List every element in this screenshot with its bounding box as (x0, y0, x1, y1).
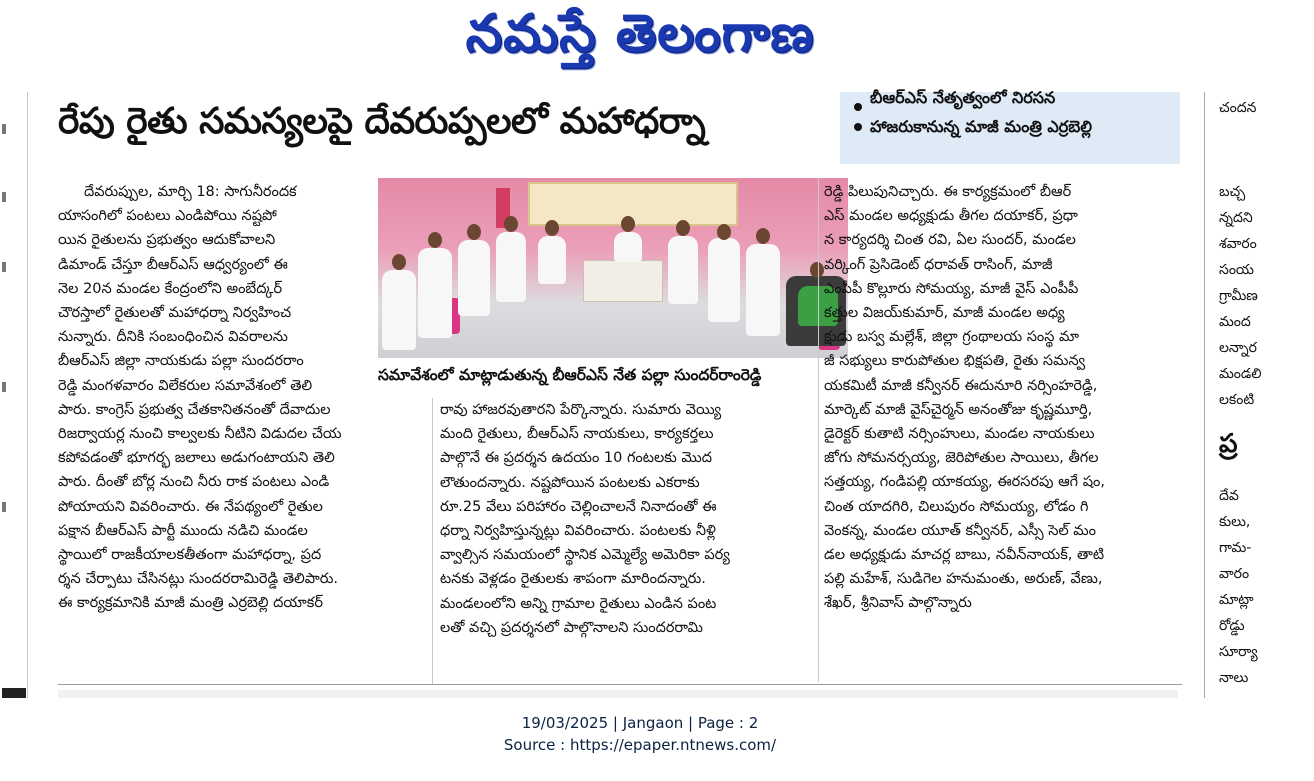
text-line: పాల్గొనే ఈ ప్రదర్శన ఉదయం 10 గంటలకు మొద (440, 450, 713, 467)
article-clip (28, 88, 1262, 698)
text-line: పారు. దీంతో బోర్ల నుంచి నీరు రాక పంటలు ఎండి (58, 474, 330, 491)
text-line: చౌరస్తాలో రైతులతో మహాధర్నా నిర్వహించ (58, 305, 292, 322)
highlight-box (840, 88, 1180, 164)
text-line: పక్షాన బీఆర్ఎస్ పార్టీ ముందు నడిచి మండల (58, 522, 308, 539)
text-line: పల్లి మహేశ్, సుడిగెల హనుమంతు, అరుణ్, వేణు, (824, 571, 1103, 588)
text-fragment: రోడ్డు (1219, 618, 1245, 634)
text-fragment: న్నదని (1219, 210, 1253, 226)
text-fragment: ప్ర (1219, 429, 1238, 459)
text-line: డల అధ్యక్షుడు మాచర్ల బాబు, నవీన్‌నాయక్, తాటి (824, 547, 1105, 564)
text-line: వర్కింగ్ ప్రెసిడెంట్ ధరావత్ రాసింగ్, మాజీ (824, 256, 1053, 273)
text-line: యకమిటీ మాజీ కన్వీనర్ ఈదునూరి నర్సింహరెడ్డి, (824, 377, 1098, 394)
photo-caption: సమావేశంలో మాట్లాడుతున్న బీఆర్ఎస్ నేత పల్లా సుందర్‌రాంరెడ్డి (378, 366, 762, 384)
text-line: న కార్యదర్శి చింత రవి, ఏల సుందర్, మండల (824, 232, 1076, 249)
text-fragment: లకంటి (1219, 392, 1255, 408)
text-line: ఈ కార్యక్రమానికి మాజీ మంత్రి ఎర్రబెల్లి దయాకర్ (58, 595, 323, 612)
text-line: డిమాండ్ చేస్తూ బీఆర్ఎస్ ఆధ్వర్యంలో ఈ (58, 256, 288, 273)
text-line: మండలంలోని అన్ని గ్రామాల రైతులు ఎండిన పంట (440, 595, 717, 612)
text-fragment: లన్నార (1219, 340, 1257, 356)
text-line: లౌతుందన్నారు. నష్టపోయిన పంటలకు ఎకరాకు (440, 474, 700, 491)
text-line: దేవరుప్పుల, మార్చి 18: సాగునీరందక (84, 184, 297, 200)
source-link[interactable]: Source : https://epaper.ntnews.com/ (503, 736, 777, 754)
text-line: మంది రైతులు, బీఆర్ఎస్ నాయకులు, కార్యకర్తలు (440, 426, 714, 443)
text-fragment: శవారం (1219, 236, 1257, 252)
article-column-3 (824, 180, 1184, 616)
text-line: డైరెక్టర్ కుతాటి నర్సింహులు, మండల నాయకులు (824, 426, 1095, 443)
epaper-footer (0, 712, 1280, 756)
text-line: రూ.25 వేలు పరిహారం చెల్లించాలనే నినాదంతో ఈ (440, 498, 717, 515)
text-fragment: మండలి (1219, 366, 1262, 382)
text-fragment: మాట్లా (1219, 592, 1254, 608)
text-line: ధర్నా నిర్వహిస్తున్నట్లు వివరించారు. పంటలకు నీళ్లి (440, 523, 716, 540)
text-fragment: గ్రామీణ (1219, 288, 1258, 304)
text-line: రావు హాజరవుతారని పేర్కొన్నారు. సుమారు వెయ్యి (440, 402, 722, 418)
highlight-bullet: హాజరుకానున్న మాజీ మంత్రి ఎర్రబెల్లి (852, 112, 1168, 142)
text-fragment: వారం (1219, 566, 1250, 582)
text-line: స్థాయిలో రాజకీయాలకతీతంగా మహాధర్నా, ప్రద (58, 547, 322, 564)
text-line: లతో వచ్చి ప్రదర్శనలో పాల్గొనాలని సుందరరామి (440, 619, 703, 636)
text-fragment: సూర్యా (1219, 644, 1258, 660)
masthead (0, 0, 1280, 88)
text-line: వ్వాల్సిన సమయంలో స్థానిక ఎమ్మెల్యే అమెరికా పర్య (440, 547, 730, 564)
headline: రేపు రైతు సమస్యలపై దేవరుప్పలలో మహాధర్నా (58, 101, 706, 142)
article-column-2 (440, 398, 814, 640)
text-fragment: కులు, (1219, 514, 1251, 530)
text-line: సత్తయ్య, గండిపల్లి యాకయ్య, ఈరసరపు ఆగే షం, (824, 474, 1106, 491)
text-line: యిన రైతులను ప్రభుత్వం ఆదుకోవాలని (58, 232, 276, 249)
news-photo (378, 178, 848, 358)
text-line: ఎస్ మండల అధ్యక్షుడు తీగల దయాకర్, ప్రధా (824, 208, 1078, 225)
text-line: ర్శన చేర్పాటు చేసినట్లు సుందరరామిరెడ్డి తెలిపారు. (58, 571, 338, 588)
edition-info: 19/03/2025 | Jangaon | Page : 2 (521, 714, 759, 732)
text-fragment: మంద (1219, 314, 1251, 330)
text-line: జోగు సోమనర్సయ్య, జెరిపోతుల సాయిలు, తీగల (824, 450, 1099, 467)
left-margin (0, 92, 28, 698)
text-line: వెంకన్న, మండల యూత్ కన్వీనర్, ఎస్సీ సెల్ మం (824, 522, 1096, 539)
text-line: రెడ్డి మంగళవారం విలేకరుల సమావేశంలో తెలి (58, 377, 313, 394)
text-fragment: దేవ (1219, 488, 1239, 504)
adjacent-article-fragment (1204, 92, 1314, 698)
text-line: క్షుడు బస్వ మల్లేశ్, జిల్లా గ్రంథాలయ సంస్థ మా (824, 329, 1080, 346)
highlight-bullet: బీఆర్ఎస్ నేతృత్వంలో నిరసన (852, 92, 1168, 112)
text-line: టనకు వెళ్లడం రైతులకు శాపంగా మారిందన్నారు. (440, 571, 706, 588)
text-line: బీఆర్ఎస్ జిల్లా నాయకుడు పల్లా సుందరరాం (58, 353, 304, 370)
text-line: కపోవడంతో భూగర్భ జలాలు అడుగంటాయని తెలి (58, 450, 335, 467)
text-line: యాసంగిలో పంటలు ఎండిపోయి నష్టపో (58, 208, 277, 225)
meeting-table (583, 260, 663, 302)
text-line: నెల 20న మండల కేంద్రంలోని అంబేద్కర్ (58, 280, 283, 297)
text-line: శేఖర్, శ్రీనివాస్ పాల్గొన్నారు (824, 595, 972, 612)
bottom-rule (58, 684, 1182, 685)
newspaper-logo: నమస్తే తెలంగాణ (465, 4, 815, 64)
text-line: మార్కెట్ మాజీ వైస్‌చైర్మన్ అనంతోజు కృష్ణమూర్తి, (824, 401, 1093, 418)
text-line: పారు. కాంగ్రెస్ ప్రభుత్వ చేతకానితనంతో దేవాదుల (58, 401, 331, 418)
text-fragment: బచ్చ (1219, 184, 1246, 200)
text-line: పోయాయని వివరించారు. ఈ నేపథ్యంలో రైతుల (58, 498, 323, 515)
text-fragment: గామ- (1219, 540, 1252, 556)
text-line: రెడ్డి పిలుపునిచ్చారు. ఈ కార్యక్రమంలో బీఆర్ (824, 184, 1072, 200)
text-fragment: చందన (1219, 100, 1257, 116)
text-fragment: సంయ (1219, 262, 1254, 278)
text-line: చింత యాదగిరి, చిలుపురం సోమయ్య, లోడం గి (824, 498, 1089, 515)
text-line: ఎంపీపీ కొల్లూరు సోమయ్య, మాజీ వైస్ ఎంపీపీ (824, 280, 1079, 297)
text-line: జీ సభ్యులు కారుపోతుల భిక్షపతి, రైతు సమన్వ (824, 353, 1086, 370)
text-line: రిజర్వాయర్ల నుంచి కాల్వలకు నీటిని విడుదల చేయ (58, 426, 342, 443)
text-line: నున్నారు. దీనికి సంబంధించిన వివరాలను (58, 329, 288, 346)
text-line: కత్తుల విజయ్‌కుమార్, మాజీ మండల అధ్య (824, 305, 1065, 322)
text-fragment: నాలు (1219, 670, 1249, 686)
